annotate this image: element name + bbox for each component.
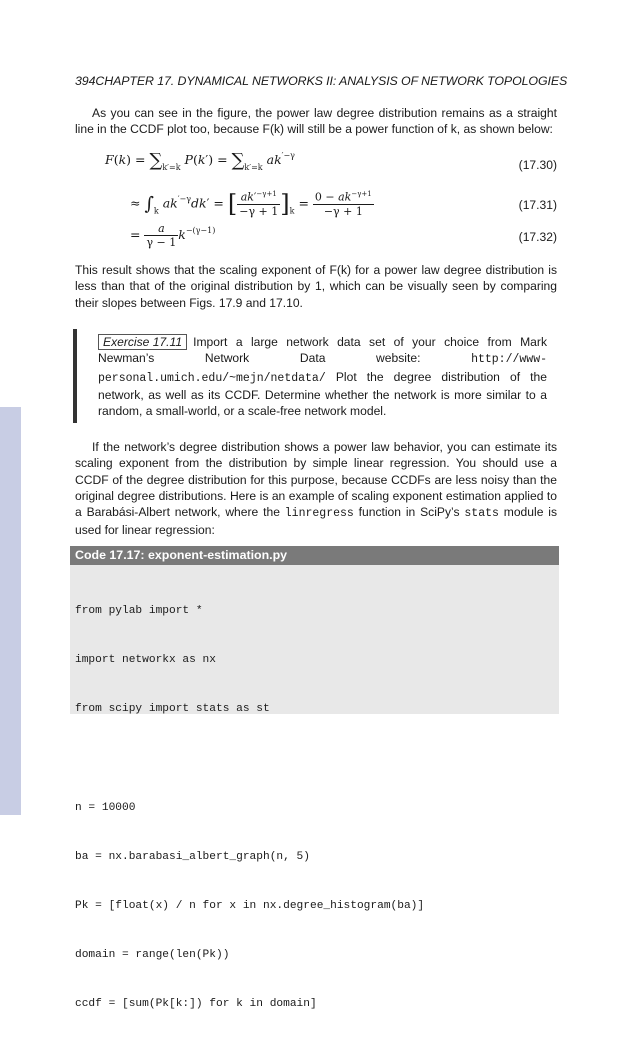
inline-code-linregress: linregress bbox=[284, 507, 354, 521]
code-line: ccdf = [sum(Pk[k:]) for k in domain] bbox=[75, 998, 317, 1011]
equation-17-30 bbox=[75, 150, 557, 180]
equation-number: (17.30) bbox=[518, 158, 557, 172]
result-paragraph: This result shows that the scaling exponent of F(k) for a power law degree distribution is less than that of the original distribution by 1, which can be visually seen by comparing their slopes between Figs. 17.9 and 17.10. bbox=[75, 263, 557, 310]
code-line: Pk = [float(x) / n for x in nx.degree_histogram(ba)] bbox=[75, 900, 425, 913]
code-listing bbox=[70, 546, 559, 1011]
running-header bbox=[75, 74, 575, 88]
equation-number: (17.31) bbox=[518, 198, 557, 212]
regression-text-3: module is used for linear regression: bbox=[75, 505, 557, 538]
page-number: 394 bbox=[75, 74, 96, 88]
regression-paragraph bbox=[75, 439, 557, 539]
exercise-text bbox=[98, 334, 547, 419]
code-line: from pylab import * bbox=[75, 604, 203, 617]
exercise-url[interactable]: http://www-personal.umich.edu/~mejn/netdata/ bbox=[98, 353, 547, 385]
equation-17-32 bbox=[75, 222, 557, 252]
code-listing-title: Code 17.17: exponent-estimation.py bbox=[70, 546, 559, 565]
code-line: ba = nx.barabasi_albert_graph(n, 5) bbox=[75, 850, 310, 863]
chapter-title: CHAPTER 17. DYNAMICAL NETWORKS II: ANALYSIS OF NETWORK TOPOLOGIES bbox=[95, 74, 568, 88]
margin-color-strip bbox=[0, 407, 21, 815]
exercise-text-after: Plot the degree distribution of the network, as well as its CCDF. Determine whether the network is more similar to a random, a small-world, or a scale-free network model. bbox=[98, 369, 547, 419]
code-line: from scipy import stats as st bbox=[75, 703, 270, 716]
equation-17-32-expr: = $\frac{a}{\gamma - 1}$ $k^{-(\gamma-1)}$ bbox=[130, 222, 216, 249]
equation-number: (17.32) bbox=[518, 230, 557, 244]
inline-code-stats: stats bbox=[464, 507, 499, 521]
regression-text-2: function in SciPy’s bbox=[353, 505, 465, 520]
code-lines bbox=[70, 565, 559, 1046]
equation-17-30-expr: $F(k) = \sum_{k'=k}$ $P(k') = \sum_{k'=k}$ $ak^{'-\gamma}$ bbox=[105, 150, 295, 172]
code-line bbox=[75, 750, 559, 766]
code-line: n = 10000 bbox=[75, 801, 136, 814]
exercise-label: Exercise 17.11 bbox=[98, 334, 187, 350]
exercise-box bbox=[73, 329, 561, 423]
equation-17-31 bbox=[75, 190, 557, 220]
code-line: import networkx as nx bbox=[75, 654, 216, 667]
exercise-text-before: Import a large network data set of your choice from Mark Newman’s Network Data website: bbox=[98, 335, 547, 366]
code-line: domain = range(len(Pk)) bbox=[75, 949, 230, 962]
intro-paragraph: As you can see in the figure, the power law degree distribution remains as a straight line in the CCDF plot too, because F(k) will still be a power function of k, as shown below: bbox=[75, 106, 557, 137]
regression-text-1: If the network’s degree distribution shows a power law behavior, you can estimate its scaling exponent from the distribution by simple linear regression. You should use a CCDF of the degree distribution for this purpose, because CCDFs are less noisy than the original degree distributions. Here is an example of scaling exponent estimation applied to a Barabási-Albert network, where the bbox=[75, 440, 557, 520]
equation-17-31-expr: ≈ $\int_k$ $ak^{'-\gamma}dk'$ = [ $\frac{ak'^{-\gamma+1}}{-\gamma + 1}$ ]$_k$ = $\frac{0 - ak^{-\gamma+1}}{-\gamma + 1}$ bbox=[130, 190, 372, 218]
